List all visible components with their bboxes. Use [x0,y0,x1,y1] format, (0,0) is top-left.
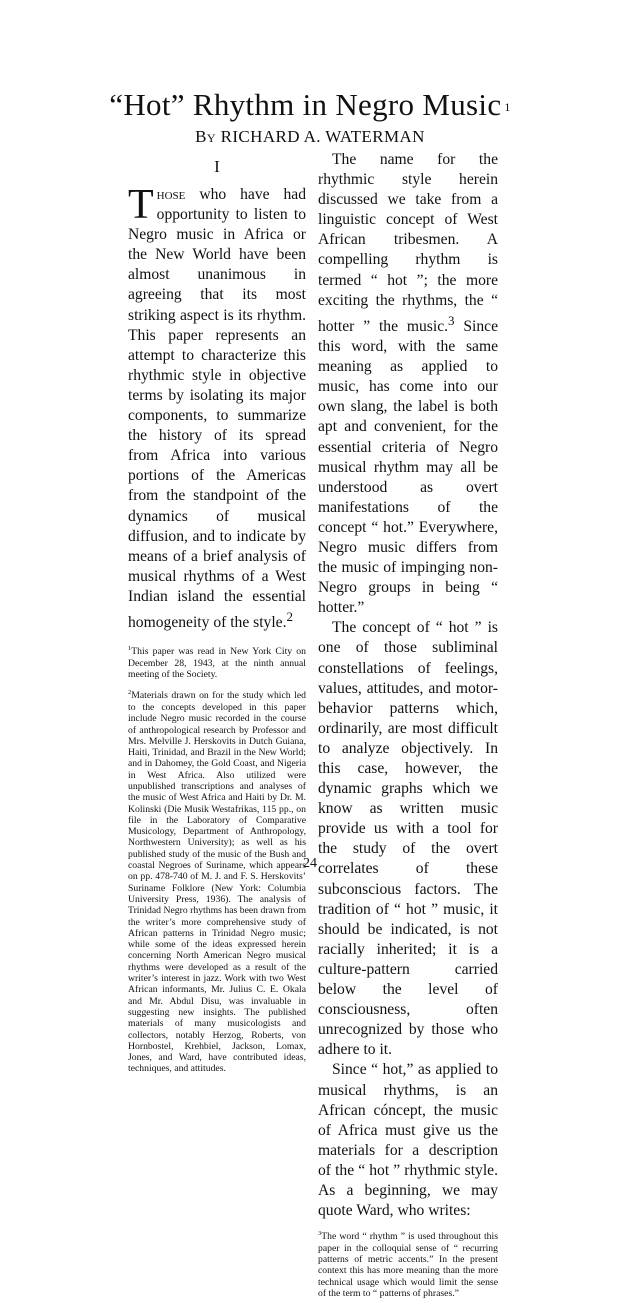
byline-by: By [195,127,216,146]
lead-smallcaps: hose [156,186,186,203]
drop-cap: T [128,182,154,228]
right-paragraph-1 [318,150,498,618]
footnote-1-mark: 1 [128,645,132,653]
footnote-2-text: Materials drawn on for the study which led to the concepts developed in this paper include Negro music recorded in the course of anthropological research by Professor and Mrs. Melville J. Herskovits in Dutch Guiana, Haiti, Trinidad, and Brazil in the New World; and in Dahomey, the Gold Coast, and Nigeria in West Africa. Also utilized were unpublished transcriptions and analyses of the music of West Africa and Haiti by Dr. M. Kolinski (Die Musik Westafrikas, 115 pp., on file in the Laboratory of Comparative Musicology, Department of Anthropology, Northwestern University); as well as his published study of the music of the Bush and coastal Negroes of Suriname, which appears on pp. 478-740 of M. J. and F. S. Herskovits’ Suriname Folklore (New York: Columbia University Press, 1936). The analysis of Trinidad Negro rhythms has been drawn from the writer’s more comprehensive study of African patterns in Trinidad Negro music; while some of the ideas expressed herein concerning North American Negro musical rhythms were developed as a result of the writer’s interest in jazz. Work with two West African informants, Mr. Julius C. E. Okala and Mr. Abdul Disu, was invaluable in suggesting new insights. The published materials of many musicologists and collectors, notably Herzog, Roberts, von Hornbostel, Krehbiel, Jackson, Lomax, Jones, and Ward, have contributed ideas, techniques, and attitudes. [128,690,306,1075]
right-column [318,150,498,1299]
right-paragraph-2: The concept of “ hot ” is one of those subliminal constellations of feelings, values, attitudes, and motor-behavior patterns which, ordinarily, are most difficult to analyze objectively. In this case, however, the dynamic graphs which we know as written music provide us with a tool for the study of the overt correlates of these subconscious factors. The tradition of “ hot ” music, it should be indicated, is not racially inherited; it is a culture-pattern carried below the level of consciousness, often unrecognized by those who adhere to it. [318,619,498,1059]
right-footnote [318,1228,498,1299]
right-paragraph-1-text: The name for the rhythmic style herein discussed we take from a linguistic concept of West African tribesmen. A compelling rhythm is termed “ hot ”; the more exciting the rhythms, the “ hotter ” the music. [318,151,498,335]
left-body [128,182,306,633]
right-paragraph-1-cont: Since this word, with the same meaning as applied to music, has come into our own slang, the label is both apt and convenient, for the essential criteria of Negro musical rhythm may all be understood as overt manifestations of the concept “ hot.” Everywhere, Negro music differs from the music of impinging non-Negro groups in being “ hotter.” [318,317,498,617]
right-paragraph-3: Since “ hot,” as applied to musical rhythms, is an African cóncept, the music of Africa must give us the materials for a description of the “ hot ” rhythmic style. As a beginning, we may quote Ward, who writes: [318,1061,498,1220]
article-title-text: “Hot” Rhythm in Negro Music [109,87,502,122]
footnote-1 [128,643,306,680]
footnote-marker-3: 3 [448,312,455,328]
footnote-2-mark: 2 [128,689,132,697]
left-column [128,150,306,1082]
byline [0,127,620,147]
title-footnote-marker: 1 [504,100,511,114]
footnote-1-text: This paper was read in New York City on December 28, 1943, at the ninth annual meeting of the Society. [128,646,306,681]
left-paragraph-1-text: who have had opportunity to listen to Negro music in Africa or the New World have been almost unanimous in agreeing that its most striking aspect is its rhythm. This paper represents an attempt to characterize this rhythmic style in objective terms by isolating its major components, to summarize the history of its spread from Africa into various portions of the Americas from the standpoint of the dynamics of musical diffusion, and to indicate by means of a brief analysis of musical rhythms of a West Indian island the essential homogeneity of the style. [128,186,306,632]
footnote-3-mark: 3 [318,1230,322,1238]
footnote-marker-2: 2 [286,608,294,624]
left-paragraph-1 [128,182,306,633]
footnote-3-text: The word “ rhythm ” is used throughout this paper in the colloquial sense of “ recurring patterns of metric accents.” In the present context this has more meaning than the more technical usage which would limit the sense of the term to “ patterns of phrases.” [318,1231,498,1299]
page-number: 24 [303,856,317,871]
author-name: RICHARD A. WATERMAN [220,127,425,146]
footnote-2 [128,687,306,1074]
article-title [0,88,620,122]
right-body [318,150,498,1221]
section-number: I [214,157,220,176]
